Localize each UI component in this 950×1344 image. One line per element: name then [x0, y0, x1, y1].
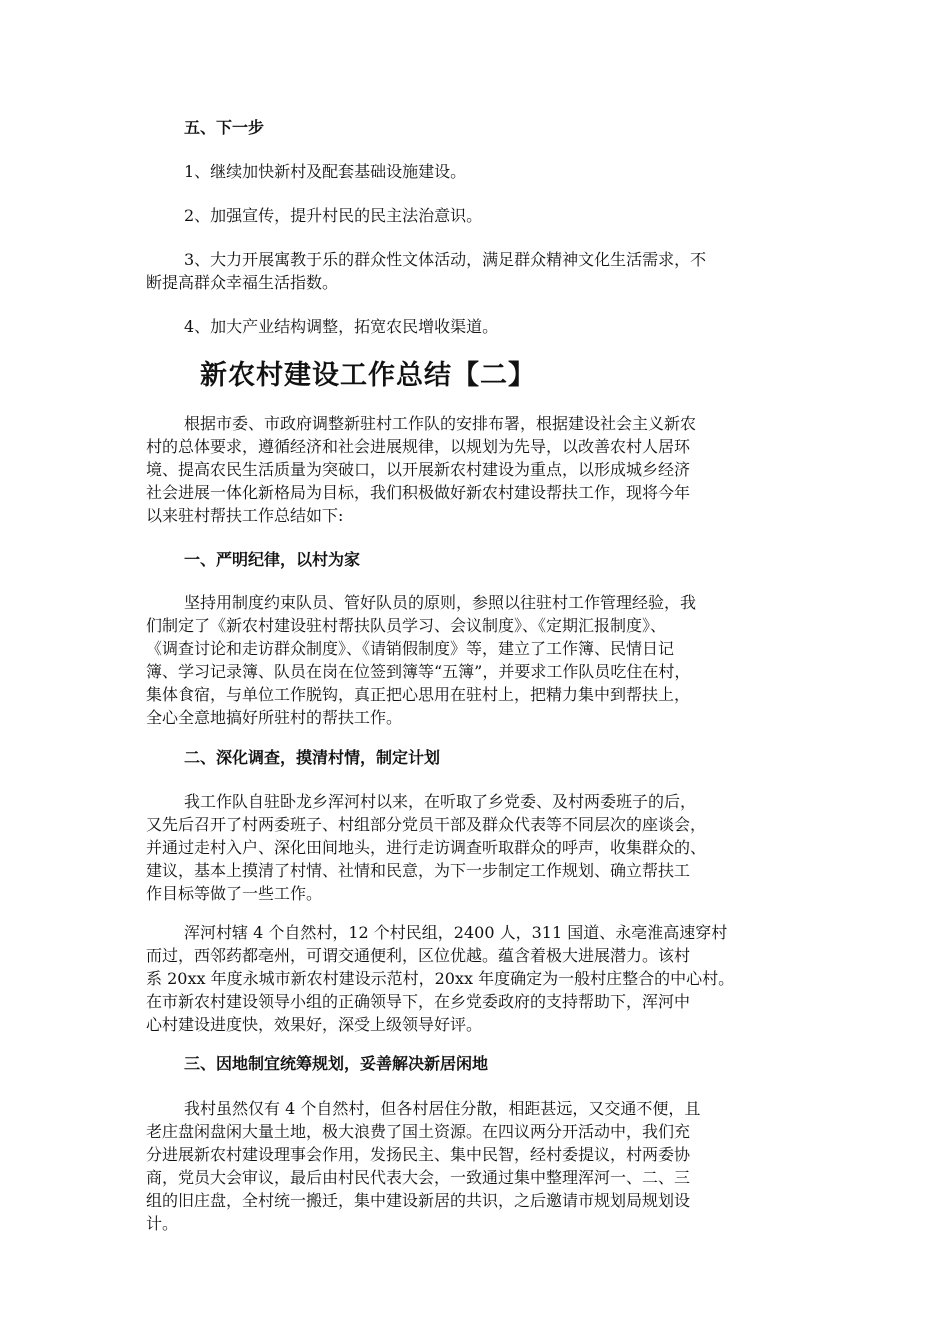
paragraph-line: 系 20xx 年度永城市新农村建设示范村，20xx 年度确定为一般村庄整合的中心村。	[146, 969, 735, 988]
paragraph-line: 又先后召开了村两委班子、村组部分党员干部及群众代表等不同层次的座谈会，	[146, 815, 707, 834]
paragraph-line: 计。	[146, 1214, 179, 1233]
section-heading: 三、因地制宜统筹规划，妥善解决新居闲地	[184, 1054, 489, 1073]
paragraph-line: 根据市委、市政府调整新驻村工作队的安排布署，根据建设社会主义新农	[184, 414, 697, 433]
paragraph-line: 建议，基本上摸清了村情、社情和民意，为下一步制定工作规划、确立帮扶工	[146, 861, 691, 880]
paragraph-line: 并通过走村入户、深化田间地头，进行走访调查听取群众的呼声，收集群众的、	[146, 838, 707, 857]
list-item: 2、加强宣传，提升村民的民主法治意识。	[184, 206, 483, 225]
paragraph-line: 坚持用制度约束队员、管好队员的原则，参照以往驻村工作管理经验，我	[184, 593, 697, 612]
paragraph-line: 全心全意地搞好所驻村的帮扶工作。	[146, 708, 403, 727]
paragraph-line: 村的总体要求，遵循经济和社会进展规律，以规划为先导，以改善农村人居环	[146, 437, 691, 456]
paragraph-line: 组的旧庄盘，全村统一搬迁，集中建设新居的共识，之后邀请市规划局规划设	[146, 1191, 691, 1210]
paragraph-line: 浑河村辖 4 个自然村，12 个村民组，2400 人，311 国道、永亳淮高速穿村	[184, 923, 728, 942]
paragraph-line: 在市新农村建设领导小组的正确领导下，在乡党委政府的支持帮助下，浑河中	[146, 992, 691, 1011]
paragraph-line: 老庄盘闲盘闲大量土地，极大浪费了国土资源。在四议两分开活动中，我们充	[146, 1122, 691, 1141]
paragraph-line: 而过，西邻药都亳州，可谓交通便利，区位优越。蕴含着极大进展潜力。该村	[146, 946, 691, 965]
paragraph-line: 们制定了《新农村建设驻村帮扶队员学习、会议制度》、《定期汇报制度》、	[146, 616, 667, 635]
paragraph-line: 我工作队自驻卧龙乡浑河村以来，在听取了乡党委、及村两委班子的后，	[184, 792, 697, 811]
section-heading: 二、深化调查，摸清村情，制定计划	[184, 748, 441, 767]
paragraph-line: 分进展新农村建设理事会作用，发扬民主、集中民智，经村委提议，村两委协	[146, 1145, 691, 1164]
section-heading: 一、严明纪律，以村为家	[184, 550, 361, 569]
paragraph-line: 作目标等做了一些工作。	[146, 884, 323, 903]
paragraph-line: 簿、学习记录簿、队员在岗在位签到簿等“五簿”，并要求工作队员吃住在村，	[146, 662, 691, 681]
paragraph-line: 境、提高农民生活质量为突破口，以开展新农村建设为重点，以形成城乡经济	[146, 460, 691, 479]
list-item: 4、加大产业结构调整，拓宽农民增收渠道。	[184, 317, 499, 336]
paragraph-line: 《调查讨论和走访群众制度》、《请销假制度》等，建立了工作簿、民情日记	[146, 639, 675, 658]
paragraph-line: 社会进展一体化新格局为目标，我们积极做好新农村建设帮扶工作，现将今年	[146, 483, 691, 502]
paragraph-line: 商，党员大会审议，最后由村民代表大会，一致通过集中整理浑河一、二、三	[146, 1168, 691, 1187]
section-heading-next-steps: 五、下一步	[184, 118, 265, 137]
paragraph-line: 我村虽然仅有 4 个自然村，但各村居住分散，相距甚远，又交通不便，且	[184, 1099, 701, 1118]
paragraph-line: 集体食宿，与单位工作脱钩，真正把心思用在驻村上，把精力集中到帮扶上，	[146, 685, 691, 704]
paragraph-line: 心村建设进度快，效果好，深受上级领导好评。	[146, 1015, 483, 1034]
paragraph-line: 以来驻村帮扶工作总结如下:	[146, 506, 344, 525]
list-item: 3、大力开展寓教于乐的群众性文体活动，满足群众精神文化生活需求，不	[184, 250, 707, 269]
list-item-continuation: 断提高群众幸福生活指数。	[146, 273, 339, 292]
list-item: 1、继续加快新村及配套基础设施建设。	[184, 162, 467, 181]
article-title: 新农村建设工作总结【二】	[200, 360, 536, 391]
